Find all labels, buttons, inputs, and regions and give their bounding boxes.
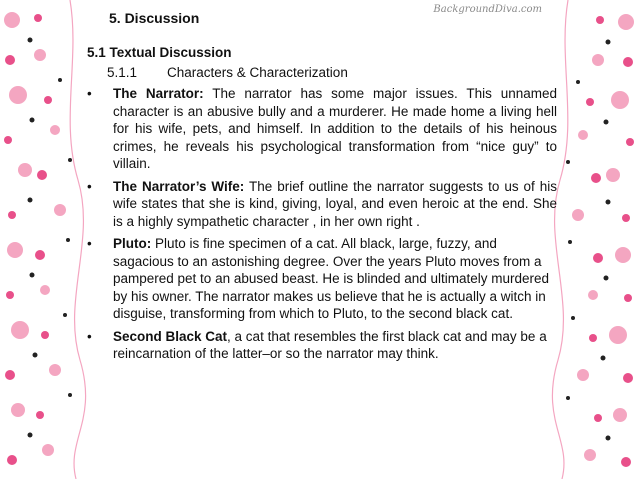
item-term: The Narrator: <box>113 86 204 101</box>
list-item-wife <box>87 178 557 231</box>
bullet-icon: • <box>87 236 92 251</box>
list-item-second-cat <box>87 328 557 363</box>
list-item-narrator <box>87 85 557 173</box>
item-term: Pluto: <box>113 236 152 251</box>
floral-pattern-left-icon <box>0 0 100 479</box>
subsubsection-heading <box>107 65 557 80</box>
item-text: Pluto is fine specimen of a cat. All black, large, fuzzy, and sagacious to an astonishing degree. Over the years Pluto moves from a pampered pet to an abused beast. He is blinded and ultimately murdered by his owner. The narrator makes us believe that he is actually a witch in disguise, transforming from which to Pluto, to the second black cat. <box>113 236 550 321</box>
character-list <box>87 85 557 363</box>
bullet-icon: • <box>87 86 92 101</box>
list-item-pluto <box>87 235 557 323</box>
item-term: Second Black Cat <box>113 328 228 344</box>
section-title: 5. Discussion <box>109 10 200 26</box>
item-term: The Narrator’s Wife: <box>113 178 245 194</box>
subsection-title: 5.1 Textual Discussion <box>87 45 232 60</box>
bullet-icon: • <box>87 328 92 344</box>
subsubsection-title: Characters & Characterization <box>167 65 348 80</box>
bullet-icon: • <box>87 178 92 194</box>
item-text: , a cat that resembles the first black cat and may be a reincarnation of the latter–or so the narrator may think. <box>113 328 547 361</box>
watermark: BackgroundDiva.com <box>433 4 542 15</box>
subsubsection-number: 5.1.1 <box>107 65 138 80</box>
item-text: The narrator has some major issues. This unnamed character is an abusive bully and a murderer. He made home a living hell for his wife, pets, and himself. In addition to the details of his heinous crimes, he reveals his psychological transformation from “nice guy” to villain. <box>113 86 557 171</box>
floral-border-left <box>0 0 100 479</box>
item-text: The brief outline the narrator suggests to us of his wife states that she is kind, giving, loyal, and even heroic at the end. She is a highly sympathetic character , in her own right . <box>113 178 558 229</box>
slide-content <box>87 10 557 368</box>
